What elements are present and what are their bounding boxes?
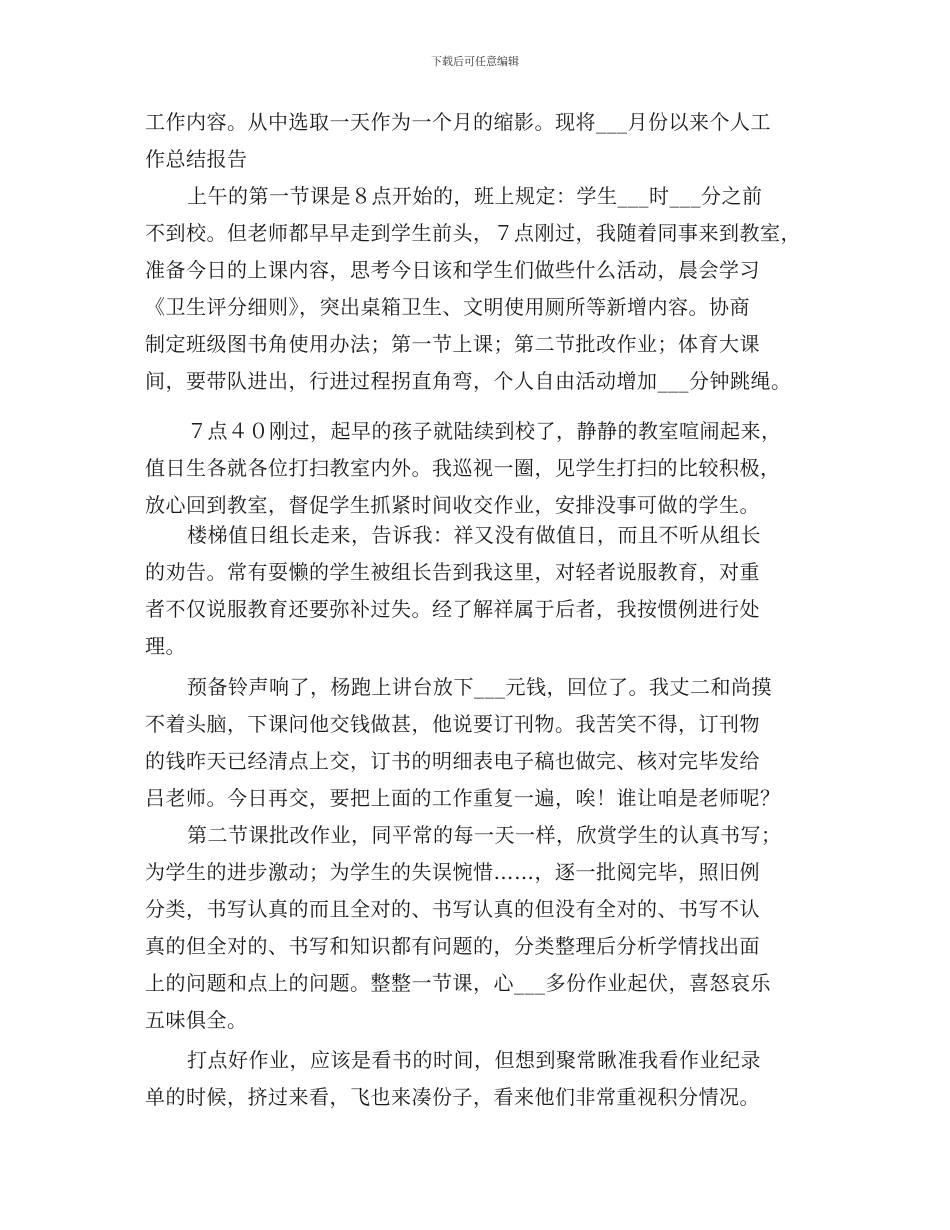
paragraph-first-line: 楼梯值日组长走来，告诉我：祥又没有做值日，而且不听从组长 (187, 523, 761, 547)
text-line: 工作内容。从中选取一天作为一个月的缩影。现将___月份以来个人工 (145, 110, 771, 134)
text-line: 上的问题和点上的问题。整整一节课，心___多份作业起伏，喜怒哀乐 (145, 971, 771, 995)
text-line: 五味俱全。 (145, 1008, 248, 1032)
text-line: 分类，书写认真的而且全对的、书写认真的但没有全对的、书写不认 (145, 897, 760, 921)
text-line: 不着头脑，下课问他交钱做甚，他说要订刊物。我苦笑不得，订刊物 (145, 712, 760, 736)
text-line: 吕老师。今日再交，要把上面的工作重复一遍，唉！谁让咱是老师呢？ (145, 786, 781, 810)
paragraph-first-line: 第二节课批改作业，同平常的每一天一样，欣赏学生的认真书写； (187, 823, 782, 847)
text-line: 不到校。但老师都早早走到学生前头，７点刚过，我随着同事来到教室， (145, 221, 801, 245)
text-line: 值日生各就各位打扫教室内外。我巡视一圈，见学生打扫的比较积极， (145, 456, 781, 480)
text-line: 的钱昨天已经清点上交，订书的明细表电子稿也做完、核对完毕发给 (145, 749, 760, 773)
text-line: 制定班级图书角使用办法；第一节上课；第二节批改作业；体育大课 (145, 332, 760, 356)
text-line: 者不仅说服教育还要弥补过失。经了解祥属于后者，我按惯例进行处 (145, 597, 760, 621)
paragraph-first-line: 上午的第一节课是８点开始的，班上规定：学生___时___分之前 (187, 184, 763, 208)
paragraph-first-line: ７点４０刚过，起早的孩子就陆续到校了，静静的教室喧闹起来， (187, 419, 782, 443)
text-line: 单的时候，挤过来看，飞也来凑份子，看来他们非常重视积分情况。 (145, 1085, 760, 1109)
text-line: 作总结报告 (145, 147, 248, 171)
text-line: 准备今日的上课内容，思考今日该和学生们做些什么活动，晨会学习 (145, 258, 760, 282)
text-line: 理。 (145, 634, 186, 658)
text-line: 的劝告。常有耍懒的学生被组长告到我这里，对轻者说服教育，对重 (145, 560, 760, 584)
page-header: 下载后可任意编辑 (431, 55, 519, 68)
text-line: 间，要带队进出，行进过程拐直角弯，个人自由活动增加___分钟跳绳。 (145, 369, 792, 393)
text-line: 为学生的进步激动；为学生的失误惋惜……，逐一批阅完毕，照旧例 (145, 860, 760, 884)
paragraph-first-line: 预备铃声响了，杨跑上讲台放下___元钱，回位了。我丈二和尚摸 (187, 675, 772, 699)
text-line: 《卫生评分细则》，突出桌箱卫生、文明使用厕所等新增内容。协商 (145, 295, 750, 319)
text-line: 真的但全对的、书写和知识都有问题的，分类整理后分析学情找出面 (145, 934, 760, 958)
paragraph-first-line: 打点好作业，应该是看书的时间，但想到聚常瞅准我看作业纪录 (187, 1048, 761, 1072)
text-line: 放心回到教室，督促学生抓紧时间收交作业，安排没事可做的学生。 (145, 493, 760, 517)
